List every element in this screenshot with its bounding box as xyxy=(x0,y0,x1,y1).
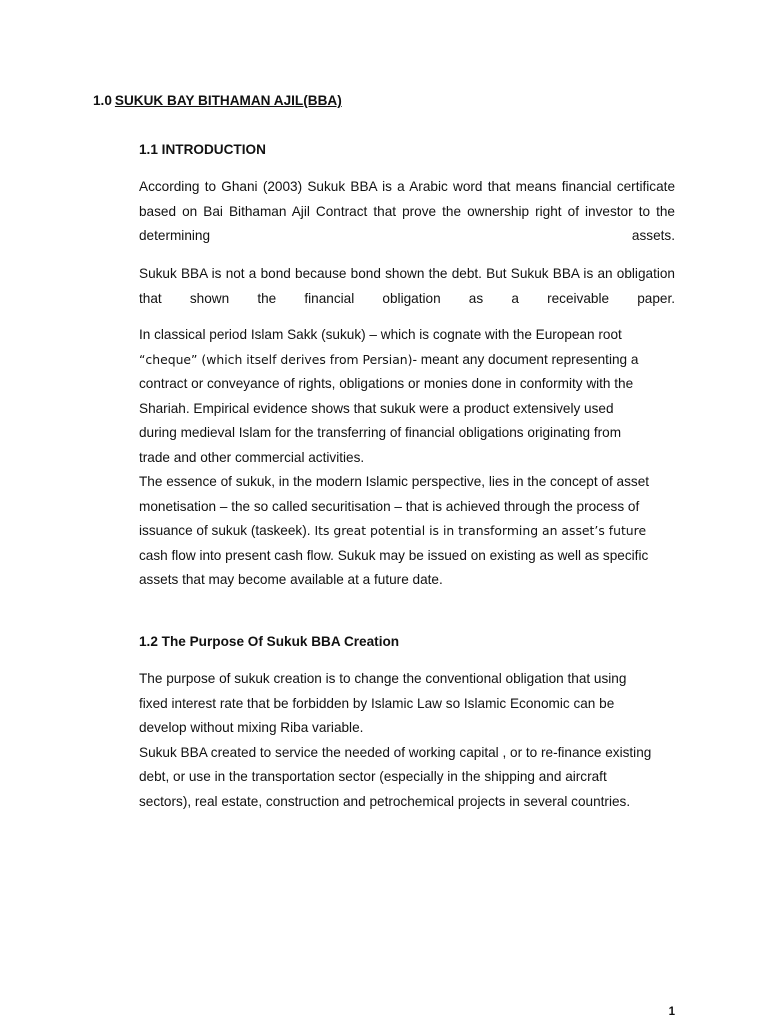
text-line: develop without mixing Riba variable. xyxy=(139,720,364,735)
text-line: The purpose of sukuk creation is to change the conventional obligation that using xyxy=(139,671,627,686)
main-heading-number: 1.0 xyxy=(93,93,112,108)
page-number: 1 xyxy=(668,1006,675,1018)
text-line: cash flow into present cash flow. Sukuk may be issued on existing as well as specific xyxy=(139,547,649,563)
section-1-2-heading: 1.2 The Purpose Of Sukuk BBA Creation xyxy=(139,634,400,649)
text-line: fixed interest rate that be forbidden by Islamic Law so Islamic Economic can be xyxy=(139,695,615,711)
text-line xyxy=(139,348,699,373)
section-1-1-heading: 1.1 INTRODUCTION xyxy=(139,142,266,157)
text-line xyxy=(139,519,699,544)
intro-paragraph-1: According to Ghani (2003) Sukuk BBA is a Arabic word that means financial certificate based on Bai Bithaman Ajil Contract that prove the ownership right of investor to the determining assets. xyxy=(139,179,675,243)
text-line: Shariah. Empirical evidence shows that sukuk were a product extensively used xyxy=(139,400,614,416)
purpose-paragraph xyxy=(139,667,699,814)
text-line: The essence of sukuk, in the modern Islamic perspective, lies in the concept of asset xyxy=(139,474,650,489)
text-line: In classical period Islam Sakk (sukuk) – which is cognate with the European root xyxy=(139,327,622,342)
text-line: trade and other commercial activities. xyxy=(139,449,365,465)
text-fragment: Its great potential is in transforming an asset’s future xyxy=(310,523,647,538)
main-heading xyxy=(93,93,342,108)
text-fragment: issuance of sukuk (taskeek). xyxy=(139,523,311,538)
text-line: debt, or use in the transportation sector (especially in the shipping and aircraft xyxy=(139,769,607,784)
text-line: Sukuk BBA created to service the needed of working capital , or to re-finance existing xyxy=(139,744,652,760)
text-fragment: “cheque” (which itself derives from Persian) xyxy=(139,351,413,367)
intro-paragraph-3 xyxy=(139,323,699,593)
text-fragment: - meant any document representing a xyxy=(412,351,639,367)
main-heading-title: SUKUK BAY BITHAMAN AJIL(BBA) xyxy=(114,93,342,108)
intro-paragraph-2: Sukuk BBA is not a bond because bond shown the debt. But Sukuk BBA is an obligation that shown the financial obligation as a receivable paper. xyxy=(139,266,675,306)
text-line: during medieval Islam for the transferring of financial obligations originating from xyxy=(139,425,622,440)
text-line: sectors), real estate, construction and petrochemical projects in several countries. xyxy=(139,793,631,809)
text-line: monetisation – the so called securitisation – that is achieved through the process of xyxy=(139,498,640,514)
text-line: assets that may become available at a future date. xyxy=(139,572,443,587)
text-line: contract or conveyance of rights, obligations or monies done in conformity with the xyxy=(139,376,634,391)
